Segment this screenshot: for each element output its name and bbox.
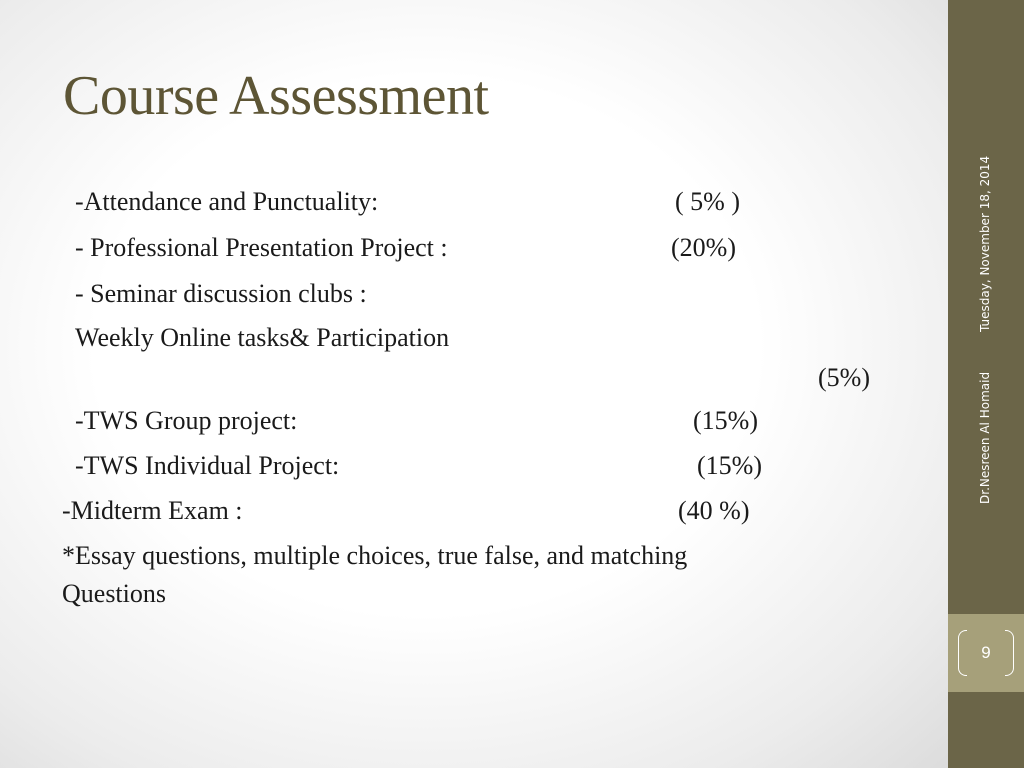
item-value-tws-individual: (15%) (697, 451, 762, 480)
item-label-online-tasks: Weekly Online tasks& Participation (75, 323, 450, 352)
footer-date: Tuesday, November 18, 2014 (978, 155, 992, 332)
item-label-tws-group: -TWS Group project: (75, 406, 298, 435)
item-label-presentation-project: - Professional Presentation Project : (75, 233, 448, 262)
item-label-midterm: -Midterm Exam : (62, 496, 243, 525)
page-number-frame (958, 630, 1014, 676)
item-label-tws-individual: -TWS Individual Project: (75, 451, 340, 480)
item-value-online-tasks: (5%) (818, 363, 870, 392)
item-value-midterm: (40 %) (678, 496, 750, 525)
item-value-attendance: ( 5% ) (675, 187, 740, 216)
item-label-seminar-clubs: - Seminar discussion clubs : (75, 279, 367, 308)
note-line-2: Questions (62, 579, 166, 608)
page-number-box (948, 614, 1024, 692)
footer-author: Dr.Nesreen Al Homaid (978, 371, 992, 504)
page-number: 9 (981, 643, 991, 662)
item-value-presentation-project: (20%) (671, 233, 736, 262)
note-line-1: *Essay questions, multiple choices, true false, and matching (62, 541, 688, 570)
slide-title: Course Assessment (63, 65, 489, 127)
item-value-tws-group: (15%) (693, 406, 758, 435)
item-label-attendance: -Attendance and Punctuality: (75, 187, 379, 216)
